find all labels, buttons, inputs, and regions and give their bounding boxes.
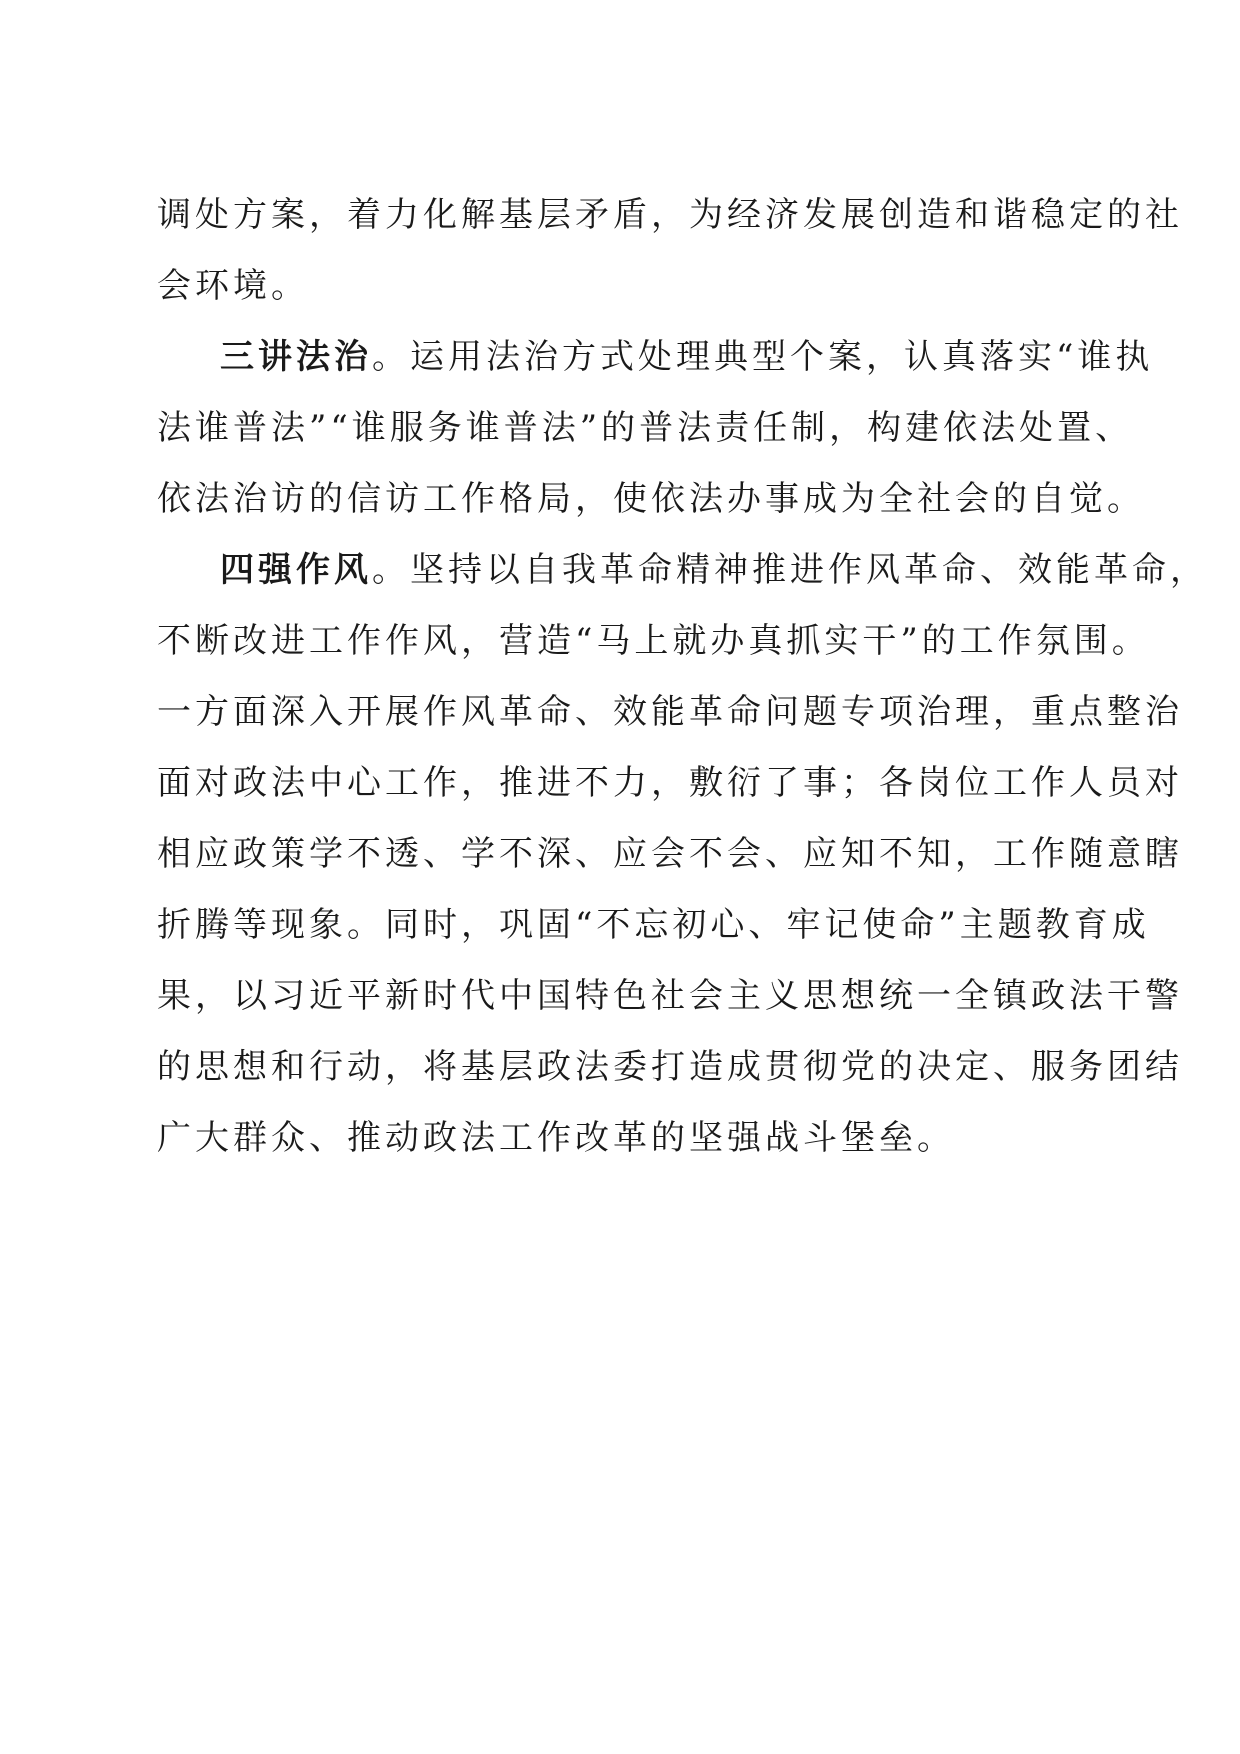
paragraph-mediation: [157, 180, 1183, 322]
paragraph-rule-of-law: [157, 322, 1154, 535]
text-line: 不断改进工作作风，营造“马上就办真抓实干”的工作氛围。: [157, 621, 1150, 661]
text-line: [157, 535, 1208, 606]
text-line: 一方面深入开展作风革命、效能革命问题专项治理，重点整治: [157, 692, 1183, 732]
text-line: 会环境。: [157, 266, 309, 306]
section-heading: 四强作风: [220, 550, 372, 590]
text-line: 折腾等现象。同时，巩固“不忘初心、牢记使命”主题教育成: [157, 905, 1150, 945]
text-span: 。运用法治方式处理典型个案，认真落实“谁执: [372, 337, 1154, 377]
text-line: 面对政法中心工作，推进不力，敷衍了事；各岗位工作人员对: [157, 763, 1183, 803]
text-line: 的思想和行动，将基层政法委打造成贯彻党的决定、服务团结: [157, 1047, 1183, 1087]
text-line: 广大群众、推动政法工作改革的坚强战斗堡垒。: [157, 1118, 955, 1158]
text-line: 调处方案，着力化解基层矛盾，为经济发展创造和谐稳定的社: [157, 195, 1183, 235]
text-line: [157, 322, 1154, 393]
text-line: 相应政策学不透、学不深、应会不会、应知不知，工作随意瞎: [157, 834, 1183, 874]
text-line: 依法治访的信访工作格局，使依法办事成为全社会的自觉。: [157, 479, 1145, 519]
document-body: [157, 180, 1208, 1174]
text-line: 果，以习近平新时代中国特色社会主义思想统一全镇政法干警: [157, 976, 1183, 1016]
paragraph-work-style: [157, 535, 1208, 1174]
section-heading: 三讲法治: [220, 337, 372, 377]
text-span: 。坚持以自我革命精神推进作风革命、效能革命，: [372, 550, 1208, 590]
text-line: 法谁普法”“谁服务谁普法”的普法责任制，构建依法处置、: [157, 408, 1134, 448]
